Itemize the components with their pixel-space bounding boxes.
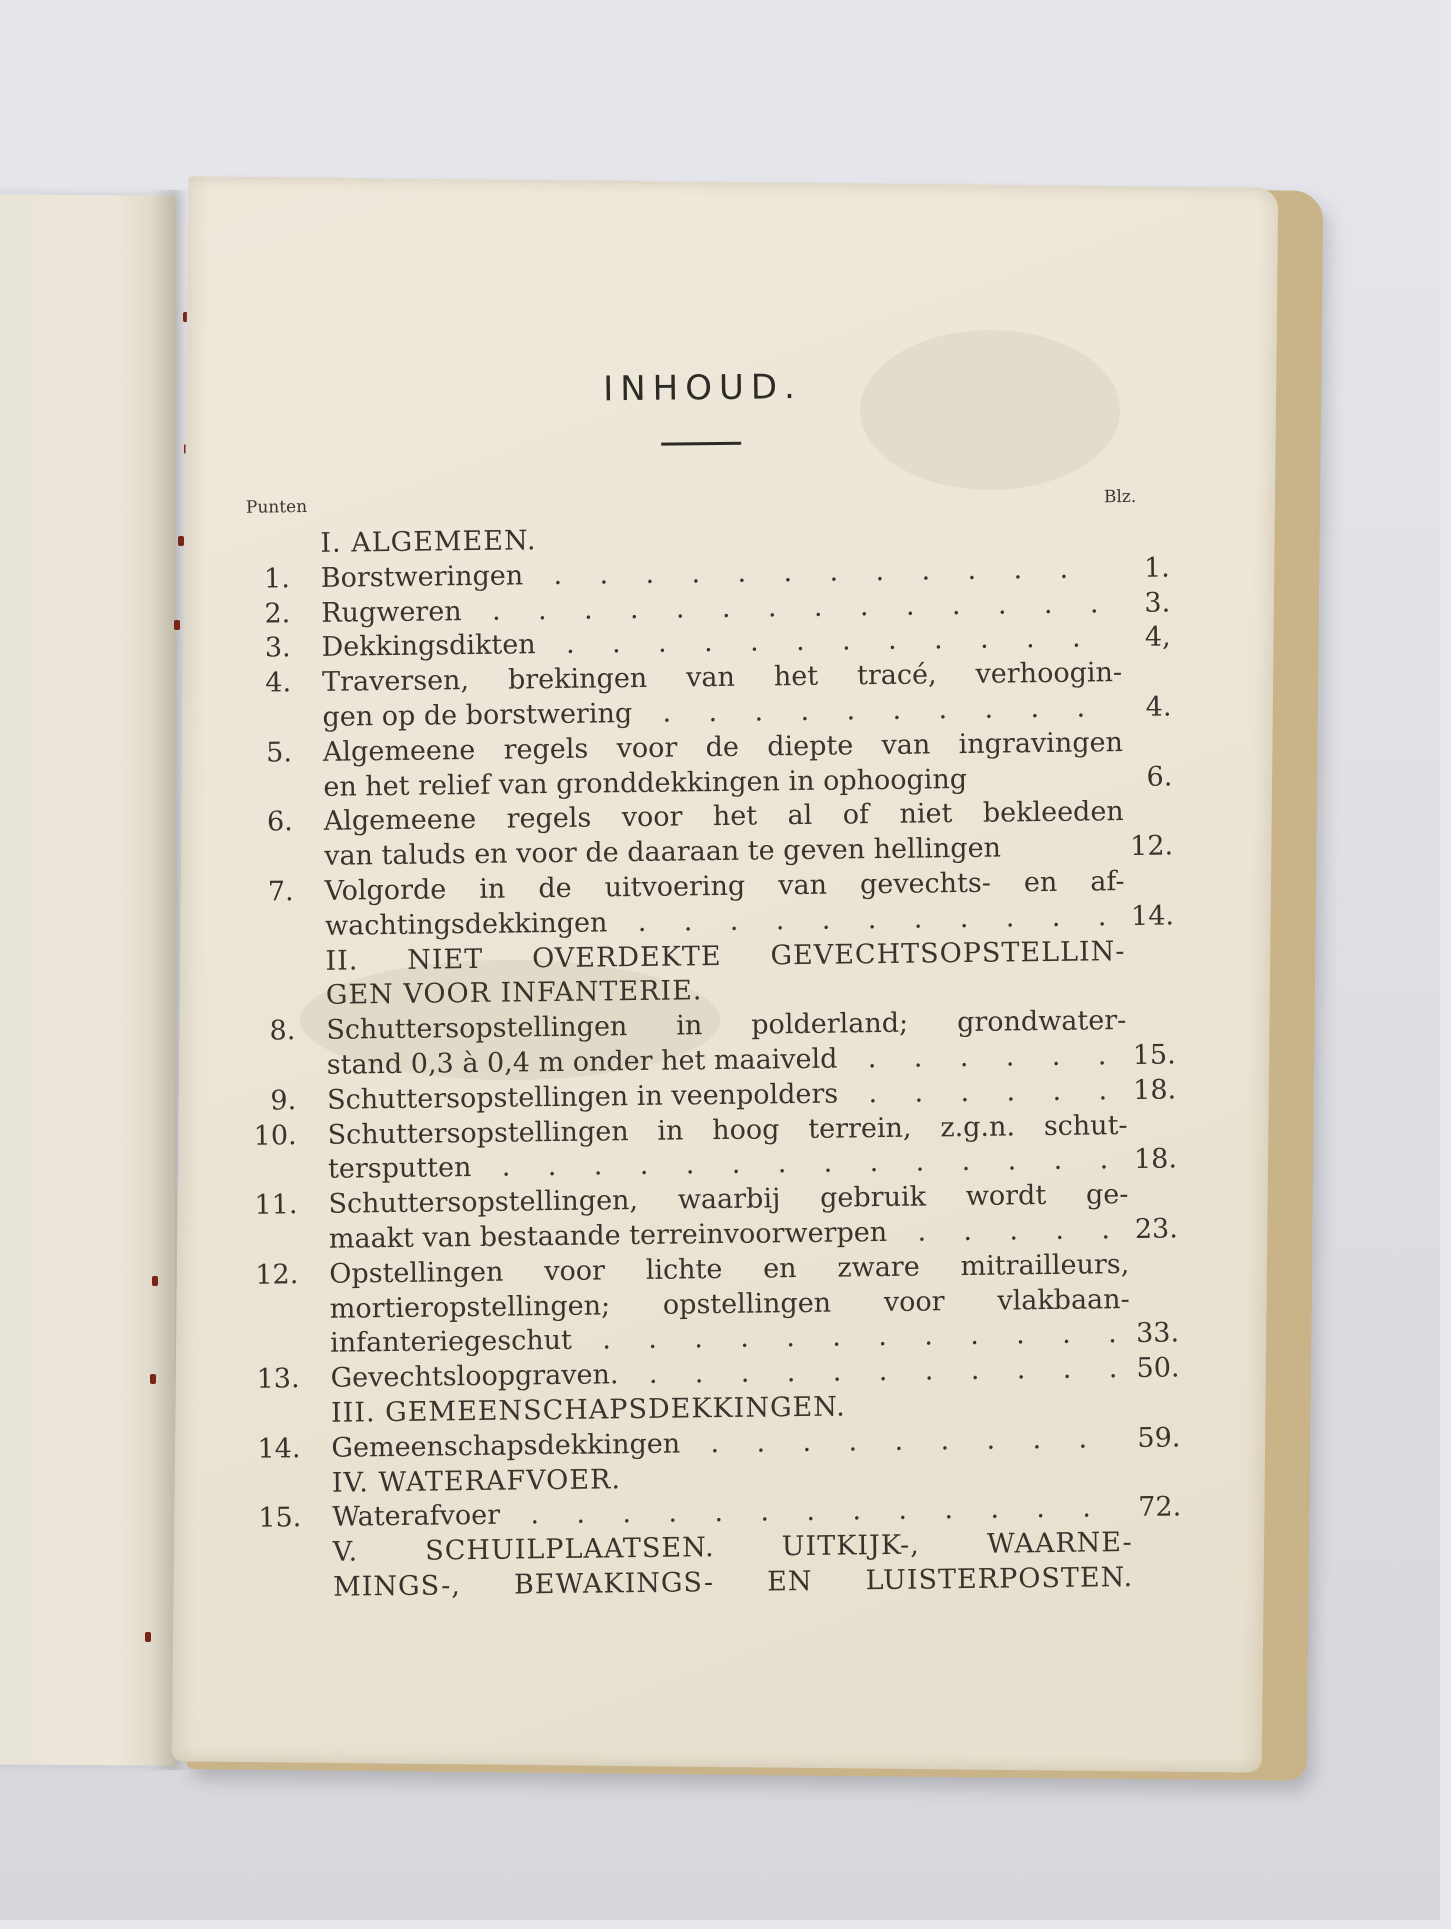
toc-item-number <box>227 771 292 772</box>
toc-item-number <box>234 1328 299 1329</box>
dot-leader: . . . . . . . . . . . . <box>565 622 1081 661</box>
toc-item-title: gen op de borstwering <box>322 698 633 733</box>
toc-item-number <box>229 910 294 911</box>
toc-item-number <box>226 701 291 702</box>
toc-page-number: 50. <box>1136 1352 1180 1385</box>
toc-item-number: 13. <box>256 1363 300 1395</box>
toc-item-title: Traversen, brekingen van het tracé, verhoogin- <box>321 657 1123 699</box>
dot-leader: . . . . . . . . . . . . . <box>530 1492 1092 1531</box>
dot-leader: . . . . . . <box>868 1075 1108 1109</box>
page-title: INHOUD. <box>602 366 803 410</box>
toc-item-number: 11. <box>254 1189 298 1221</box>
toc-page-number: 3. <box>1144 587 1171 619</box>
toc-item-number: 14. <box>257 1432 301 1465</box>
toc-section-heading: III. GEMEENSCHAPSDEKKINGEN. <box>330 1391 846 1429</box>
toc-page-number: 14. <box>1130 900 1175 932</box>
toc-page-number: 12. <box>1130 830 1174 863</box>
toc-item-number: 12. <box>255 1258 299 1291</box>
dot-leader: . . . . . . . . . . . . <box>553 553 1069 591</box>
toc-item-number <box>228 840 293 841</box>
toc-item-title: infanteriegeschut <box>329 1325 573 1360</box>
dot-leader: . . . . . . . . . . . <box>637 901 1107 938</box>
toc-item-title: Schuttersopstellingen, waarbij gebruik wordt ge- <box>328 1179 1129 1220</box>
toc-item-number <box>224 527 289 528</box>
toc-page-number: 1. <box>1143 552 1170 584</box>
toc-item-title: Schuttersopstellingen in hoog terrein, z.g.n. schut- <box>327 1109 1128 1151</box>
toc-page-number: 59. <box>1137 1422 1181 1454</box>
toc-item-title: wachtingsdekkingen <box>324 907 608 942</box>
toc-item-number <box>237 1536 302 1537</box>
toc-item-title: tersputten <box>327 1152 472 1186</box>
toc-item-number <box>230 980 295 981</box>
toc-section-heading: II. NIET OVERDEKTE GEVECHTSOPSTELLIN- <box>325 935 1126 977</box>
toc-page-number: 4, <box>1144 621 1171 654</box>
toc-item-title: stand 0,3 à 0,4 m onder het maaiveld <box>326 1043 838 1081</box>
toc-item-number: 10. <box>253 1119 297 1152</box>
toc-item-title: Algemeene regels voor de diepte van ingravingen <box>322 726 1124 768</box>
toc-item-title: mortieropstellingen; opstellingen voor vlakbaan- <box>329 1283 1130 1325</box>
toc-page-number: 72. <box>1138 1491 1182 1524</box>
toc-page-number: 18. <box>1132 1074 1177 1106</box>
toc-item-title: Gemeenschapsdekkingen <box>331 1428 681 1464</box>
toc-item-title: Opstellingen voor lichte en zware mitrailleurs, <box>329 1248 1130 1290</box>
toc-item-title: en het relief van gronddekkingen in ophooging <box>323 763 968 803</box>
dot-leader: . . . . . . . . . . . . . . <box>501 1144 1109 1184</box>
toc-item-number <box>232 1154 297 1155</box>
toc-page-number: 18. <box>1133 1143 1178 1176</box>
toc-item-number <box>237 1571 302 1572</box>
column-header-page: Blz. <box>1103 486 1137 508</box>
toc-item-number: 4. <box>265 667 292 699</box>
dot-leader: . . . . . . . . . . <box>662 692 1086 729</box>
toc-item-number <box>236 1467 301 1468</box>
toc-page-number: 23. <box>1134 1213 1179 1245</box>
dot-leader: . . . . . . <box>867 1040 1107 1075</box>
toc-item-number <box>234 1293 299 1294</box>
toc-item-number <box>233 1223 298 1224</box>
toc-item-number: 6. <box>266 806 293 838</box>
toc-item-number: 5. <box>265 737 293 769</box>
toc-item-title: van taluds en voor de daaraan te geven hellingen <box>324 832 1002 873</box>
toc-item-number <box>231 1049 296 1050</box>
toc-page-number: 6. <box>1146 761 1173 793</box>
toc-item-title: Waterafvoer <box>332 1500 501 1534</box>
dot-leader: . . . . . . . . . <box>710 1423 1088 1459</box>
toc-item-number: 9. <box>270 1084 297 1117</box>
toc-item-number: 2. <box>264 597 291 630</box>
toc-item-title: Algemeene regels voor het al of niet bekleeden <box>323 796 1124 838</box>
toc-page-number: 33. <box>1135 1317 1180 1350</box>
column-header-points: Punten <box>245 497 308 518</box>
toc-item-number: 8. <box>269 1015 296 1047</box>
toc-page-number: 4. <box>1145 691 1172 723</box>
toc-item-title: Rugweren <box>321 595 462 629</box>
toc-item-title: Schuttersopstellingen in veenpolders <box>327 1078 839 1116</box>
title-rule <box>661 442 741 446</box>
toc-section-heading: V. SCHUILPLAATSEN. UITKIJK-, WAARNE- <box>332 1527 1133 1568</box>
toc-item-title: Borstweringen <box>320 560 524 594</box>
toc-section-heading: GEN VOOR INFANTERIE. <box>325 975 703 1012</box>
toc-item-title: Schuttersopstellingen in polderland; grondwater- <box>326 1005 1127 1046</box>
dot-leader: . . . . . <box>917 1214 1111 1248</box>
toc-item-title: Gevechtsloopgraven. <box>330 1359 619 1394</box>
toc-page-number: 15. <box>1132 1039 1176 1071</box>
toc-item-number <box>229 945 294 946</box>
toc-item-title: Volgorde in de uitvoering van gevechts- en af- <box>324 866 1125 907</box>
toc-section-heading: IV. WATERAFVOER. <box>331 1463 622 1499</box>
toc-item-number <box>235 1397 300 1398</box>
toc-item-number: 15. <box>258 1502 302 1535</box>
dot-leader: . . . . . . . . . . . . <box>602 1318 1117 1356</box>
toc-item-number: 1. <box>263 563 291 595</box>
toc-section-heading: MINGS-, BEWAKINGS- EN LUISTERPOSTEN. <box>332 1561 1134 1603</box>
dot-leader: . . . . . . . . . . . . . . <box>491 587 1099 627</box>
toc-item-title: maakt van bestaande terreinvoorwerpen <box>328 1216 888 1255</box>
toc-item-number: 3. <box>264 632 291 664</box>
toc-section-heading: I. ALGEMEEN. <box>320 525 537 559</box>
toc-item-title: Dekkingsdikten <box>321 629 536 664</box>
dot-leader: . . . . . . . . . . . <box>648 1353 1118 1391</box>
toc-item-number: 7. <box>267 876 294 908</box>
